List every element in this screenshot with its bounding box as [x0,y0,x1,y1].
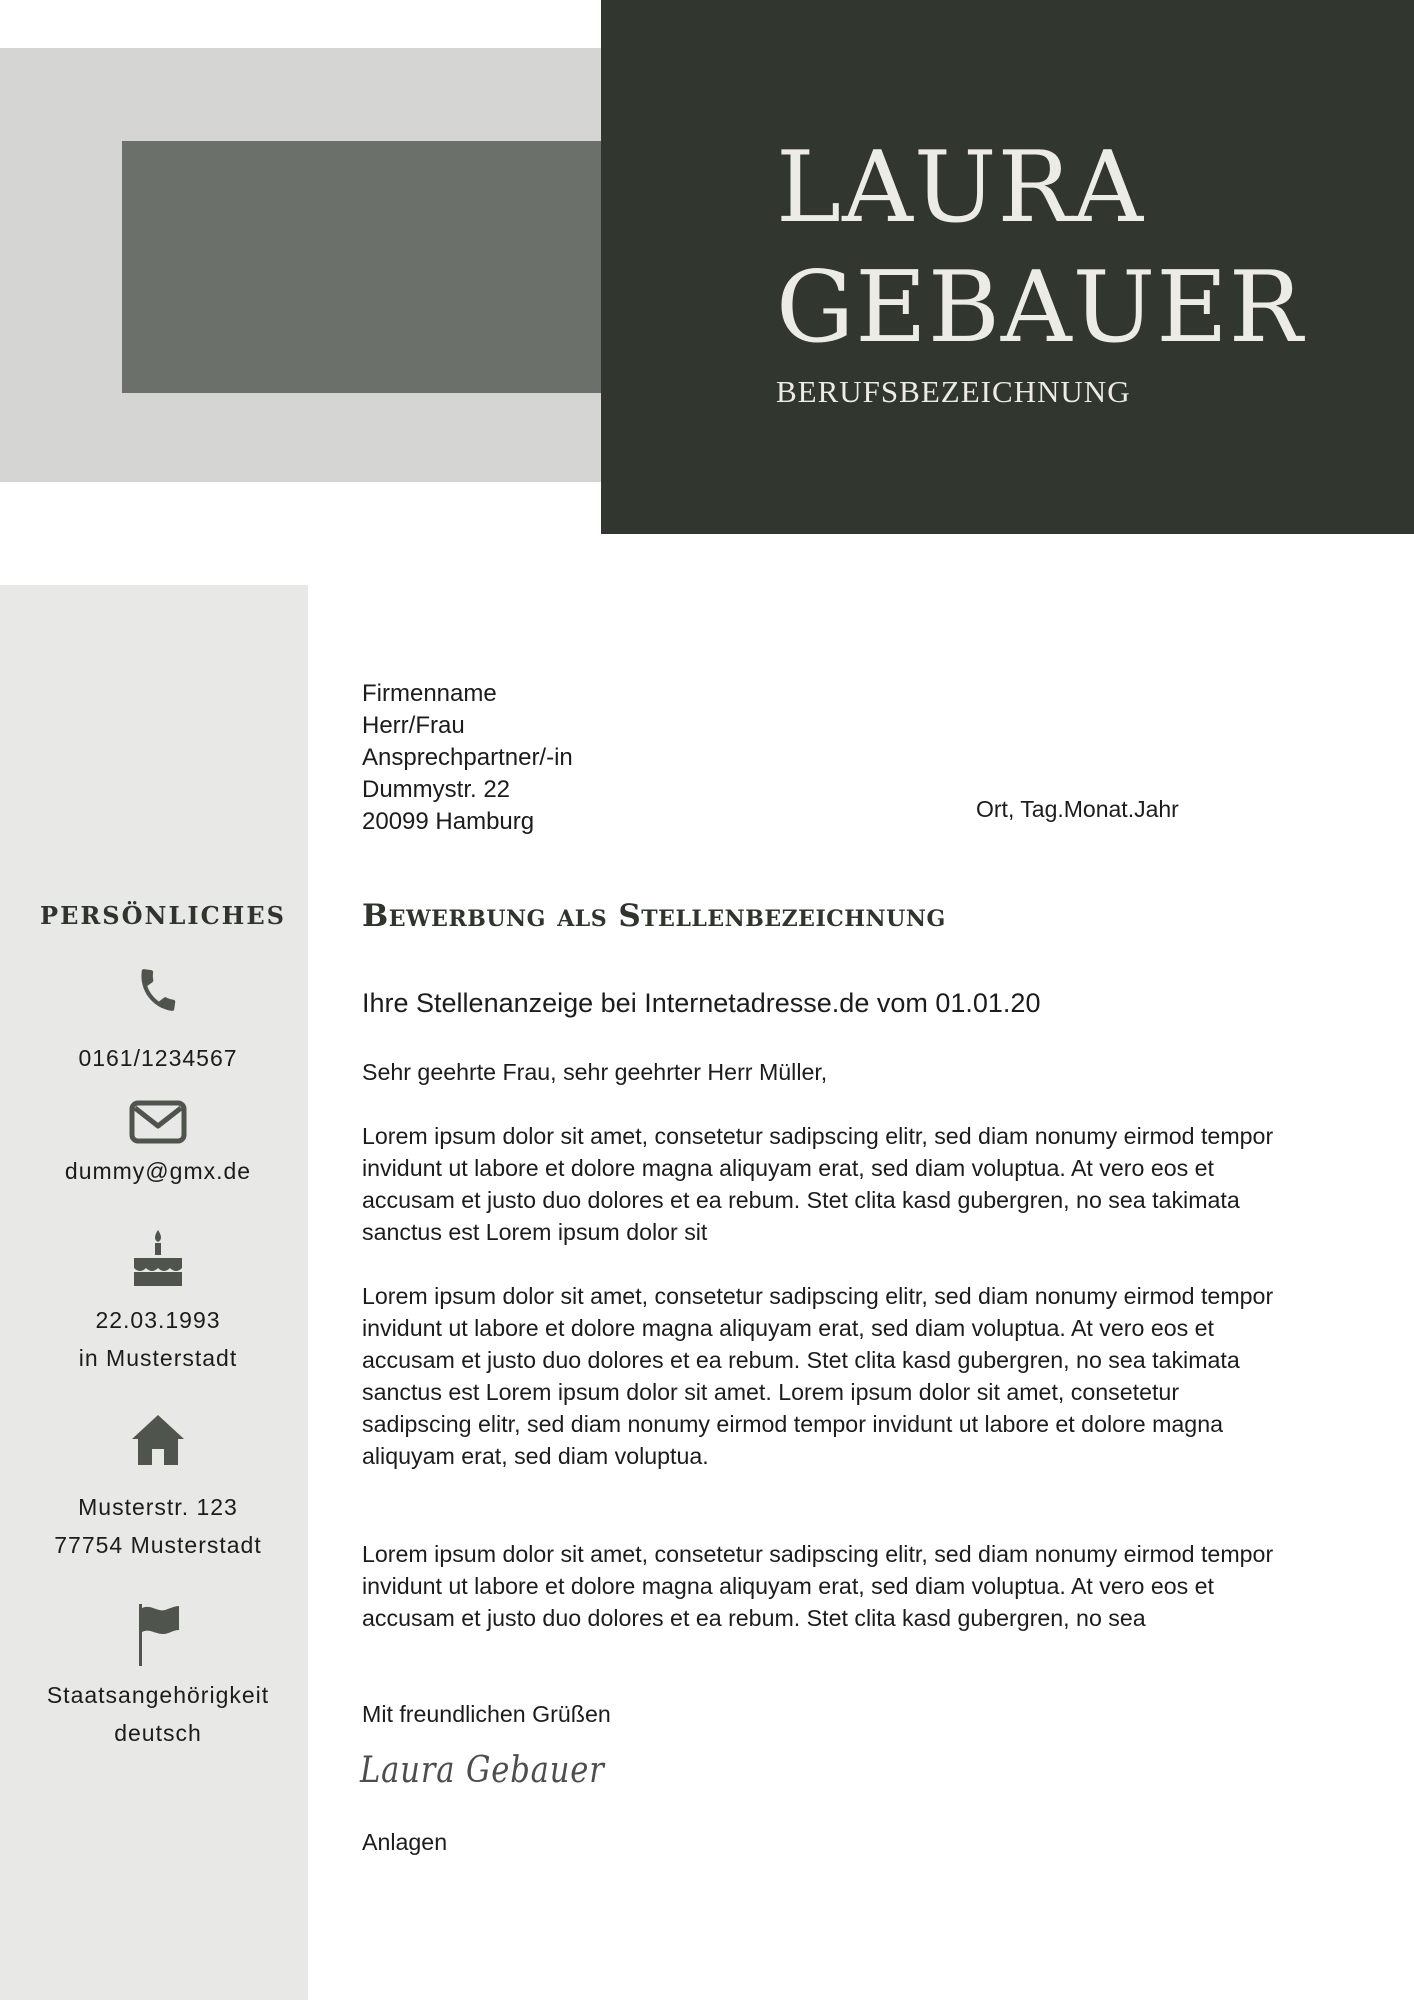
last-name: GEBAUER [776,251,1304,365]
sidebar [0,585,308,2000]
recipient-line: Firmenname [362,680,497,707]
attachments: Anlagen [362,1829,448,1855]
mail-icon [106,1094,210,1150]
date-line: Ort, Tag.Monat.Jahr [976,796,1179,822]
recipient-address [362,678,573,838]
first-name: LAURA [776,131,1145,245]
letter-subject: Bewerbung als Stellenbezeichnung [362,898,946,934]
sidebar-heading: PERSÖNLICHES [40,901,286,930]
letter-paragraph-1: Lorem ipsum dolor sit amet, consetetur sadipscing elitr, sed diam nonumy eirmod tempor invidunt ut labore et dolore magna aliquyam erat, sed diam voluptua. At vero eos et accusam et justo duo dolores et ea rebum. Stet clita kasd gubergren, no sea takimata sanctus est Lorem ipsum dolor sit [362,1123,1274,1245]
closing: Mit freundlichen Grüßen [362,1701,611,1727]
recipient-line: Dummystr. 22 [362,776,511,803]
nationality-label: Staatsangehörigkeit [46,1682,270,1708]
city-address: 77754 Musterstadt [54,1532,262,1558]
birthday-cake-icon [106,1230,210,1286]
flag-icon [106,1602,210,1668]
letter-reference: Ihre Stellenanzeige bei Internetadresse.de vom 01.01.20 [362,988,1041,1018]
birth-date: 22.03.1993 [95,1307,221,1333]
job-title: BERUFSBEZEICHNUNG [776,374,1131,409]
phone-number: 0161/1234567 [78,1045,238,1071]
letter-paragraph-2: Lorem ipsum dolor sit amet, consetetur sadipscing elitr, sed diam nonumy eirmod tempor invidunt ut labore et dolore magna aliquyam erat, sed diam voluptua. At vero eos et accusam et justo duo dolores et ea rebum. Stet clita kasd gubergren, no sea takimata sanctus est Lorem ipsum dolor sit amet. Lorem ipsum dolor sit amet, consetetur sadipscing elitr, sed diam nonumy eirmod tempor invidunt ut labore et dolore magna aliquyam erat, sed diam voluptua. [362,1283,1274,1469]
home-icon [106,1412,210,1468]
nationality-value: deutsch [114,1720,202,1746]
salutation: Sehr geehrte Frau, sehr geehrter Herr Müller, [362,1059,828,1085]
recipient-line: Ansprechpartner/-in [362,744,573,771]
photo-placeholder [122,141,602,393]
street-address: Musterstr. 123 [78,1494,238,1520]
email-address: dummy@gmx.de [64,1158,252,1184]
recipient-line: 20099 Hamburg [362,808,535,835]
birth-place: in Musterstadt [78,1345,238,1371]
phone-icon [106,962,210,1018]
recipient-line: Herr/Frau [362,712,465,739]
letter-paragraph-3: Lorem ipsum dolor sit amet, consetetur sadipscing elitr, sed diam nonumy eirmod tempor invidunt ut labore et dolore magna aliquyam erat, sed diam voluptua. At vero eos et accusam et justo duo dolores et ea rebum. Stet clita kasd gubergren, no sea [362,1541,1274,1631]
applicant-name [776,128,1304,368]
signature: Laura Gebauer [360,1750,605,1791]
